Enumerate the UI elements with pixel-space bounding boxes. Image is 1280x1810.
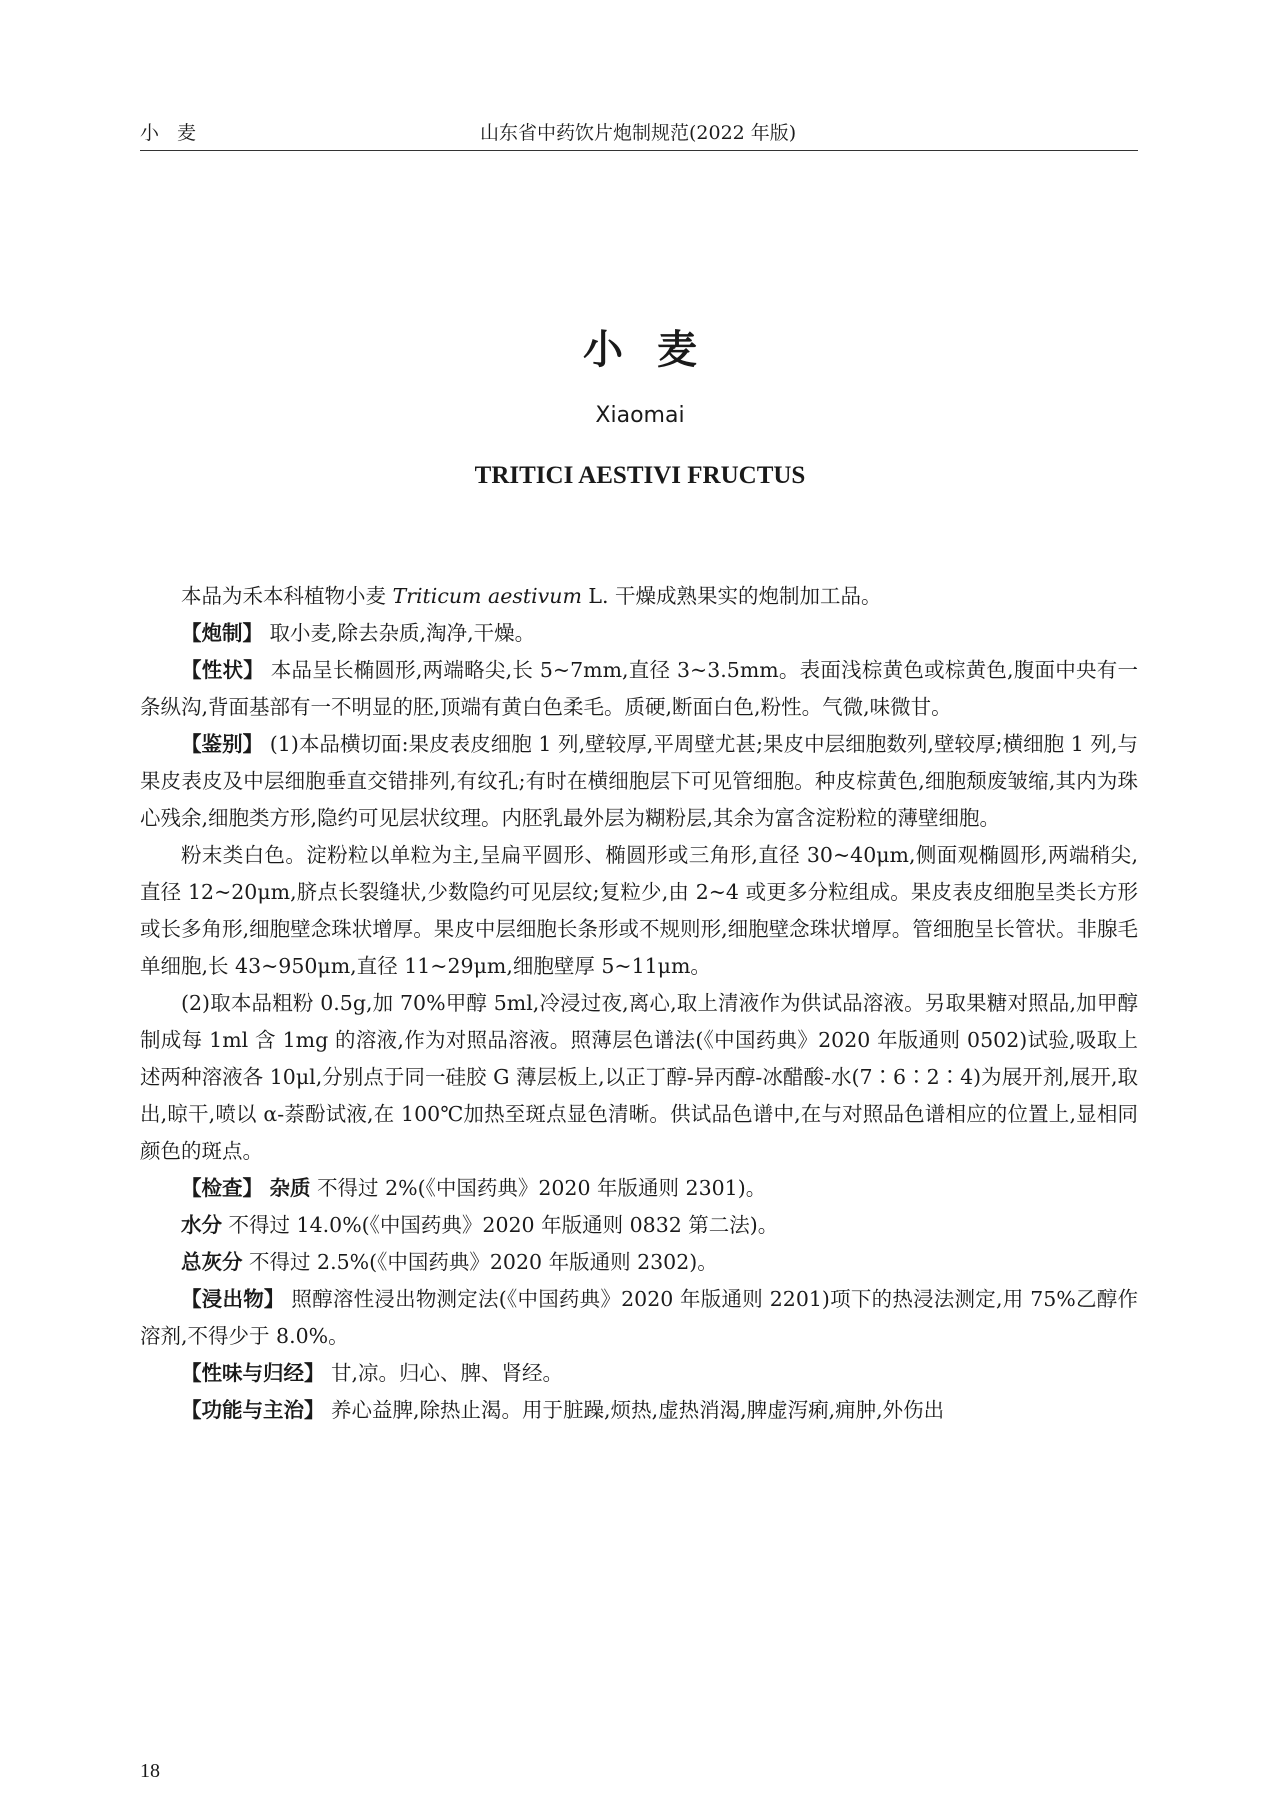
section-gongneng [140, 1392, 1138, 1429]
running-header [140, 112, 1138, 150]
header-book-title: 山东省中药饮片炮制规范(2022 年版) [480, 122, 797, 144]
section-label: 【功能与主治】 [181, 1398, 325, 1422]
section-jinchuwu [140, 1281, 1138, 1355]
section-label: 【炮制】 [181, 621, 263, 645]
section-text: 取小麦,除去杂质,淘净,干燥。 [269, 621, 536, 645]
section-label: 【检查】 [181, 1176, 263, 1200]
jianbie-powder-paragraph: 粉末类白色。淀粉粒以单粒为主,呈扁平圆形、椭圆形或三角形,直径 30~40μm,侧面观椭圆形,两端稍尖,直径 12~20μm,脐点长裂缝状,少数隐约可见层纹;复粒少,由 2~4 或更多分粒组成。果皮表皮细胞呈类长方形或长多角形,细胞壁念珠状增厚。果皮中层细胞长条形或不规则形,细胞壁念珠状增厚。管细胞呈长管状。非腺毛单细胞,长 43~950μm,直径 11~29μm,细胞壁厚 5~11μm。 [140, 843, 1138, 978]
section-label: 【性状】 [181, 658, 264, 682]
section-text: 本品呈长椭圆形,两端略尖,长 5~7mm,直径 3~3.5mm。表面浅棕黄色或棕黄色,腹面中央有一条纵沟,背面基部有一不明显的胚,顶端有黄白色柔毛。质硬,断面白色,粉性。气微,味微甘。 [140, 658, 1139, 719]
section-label: 【浸出物】 [181, 1287, 285, 1311]
monograph-body [140, 578, 1138, 1429]
pinyin-name: Xiaomai [595, 403, 685, 428]
section-text: 甘,凉。归心、脾、肾经。 [331, 1361, 564, 1385]
header-rule [140, 150, 1138, 151]
section-jianbie [140, 726, 1138, 837]
section-text: 养心益脾,除热止渴。用于脏躁,烦热,虚热消渴,脾虚泻痢,痈肿,外伤出 [331, 1398, 945, 1422]
moisture-paragraph [140, 1207, 1138, 1244]
section-label: 【性味与归经】 [181, 1361, 325, 1385]
impurity-text: 不得过 2%(《中国药典》2020 年版通则 2301)。 [317, 1176, 767, 1200]
section-paozhi [140, 615, 1138, 652]
section-text: 照醇溶性浸出物测定法(《中国药典》2020 年版通则 2201)项下的热浸法测定,用 75%乙醇作溶剂,不得少于 8.0%。 [140, 1287, 1138, 1348]
moisture-text: 不得过 14.0%(《中国药典》2020 年版通则 0832 第二法)。 [228, 1213, 779, 1237]
latin-name: TRITICI AESTIVI FRUCTUS [474, 462, 806, 489]
moisture-label: 水分 [181, 1213, 222, 1237]
impurity-label: 杂质 [269, 1176, 311, 1200]
total-ash-label: 总灰分 [181, 1250, 243, 1274]
intro-post: L. 干燥成熟果实的炮制加工品。 [581, 584, 882, 608]
page-title: 小麦 [583, 327, 731, 373]
intro-paragraph [140, 578, 1138, 615]
intro-pre: 本品为禾本科植物小麦 [181, 584, 393, 608]
total-ash-paragraph [140, 1244, 1138, 1281]
section-xingzhuang [140, 652, 1138, 726]
section-text: (1)本品横切面:果皮表皮细胞 1 列,壁较厚,平周壁尤甚;果皮中层细胞数列,壁较厚;横细胞 1 列,与果皮表皮及中层细胞垂直交错排列,有纹孔;有时在横细胞层下可见管细胞。种皮棕黄色,细胞颓废皱缩,其内为珠心残余,细胞类方形,隐约可见层状纹理。内胚乳最外层为糊粉层,其余为富含淀粉粒的薄壁细胞。 [140, 732, 1138, 830]
species-name: Triticum aestivum [392, 584, 582, 608]
page-number: 18 [140, 1760, 160, 1782]
total-ash-text: 不得过 2.5%(《中国药典》2020 年版通则 2302)。 [249, 1250, 718, 1274]
section-label: 【鉴别】 [181, 732, 264, 756]
jianbie-tlc-paragraph: (2)取本品粗粉 0.5g,加 70%甲醇 5ml,冷浸过夜,离心,取上清液作为供试品溶液。另取果糖对照品,加甲醇制成每 1ml 含 1mg 的溶液,作为对照品溶液。照薄层色谱法(《中国药典》2020 年版通则 0502)试验,吸取上述两种溶液各 10μl,分别点于同一硅胶 G 薄层板上,以正丁醇-异丙醇-冰醋酸-水(7∶6∶2∶4)为展开剂,展开,取出,晾干,喷以 α-萘酚试液,在 100℃加热至斑点显色清晰。供试品色谱中,在与对照品色谱相应的位置上,显相同颜色的斑点。 [140, 991, 1138, 1163]
section-jiancha [140, 1170, 1138, 1207]
header-chapter: 小麦 [140, 122, 215, 144]
section-xingwei [140, 1355, 1138, 1392]
